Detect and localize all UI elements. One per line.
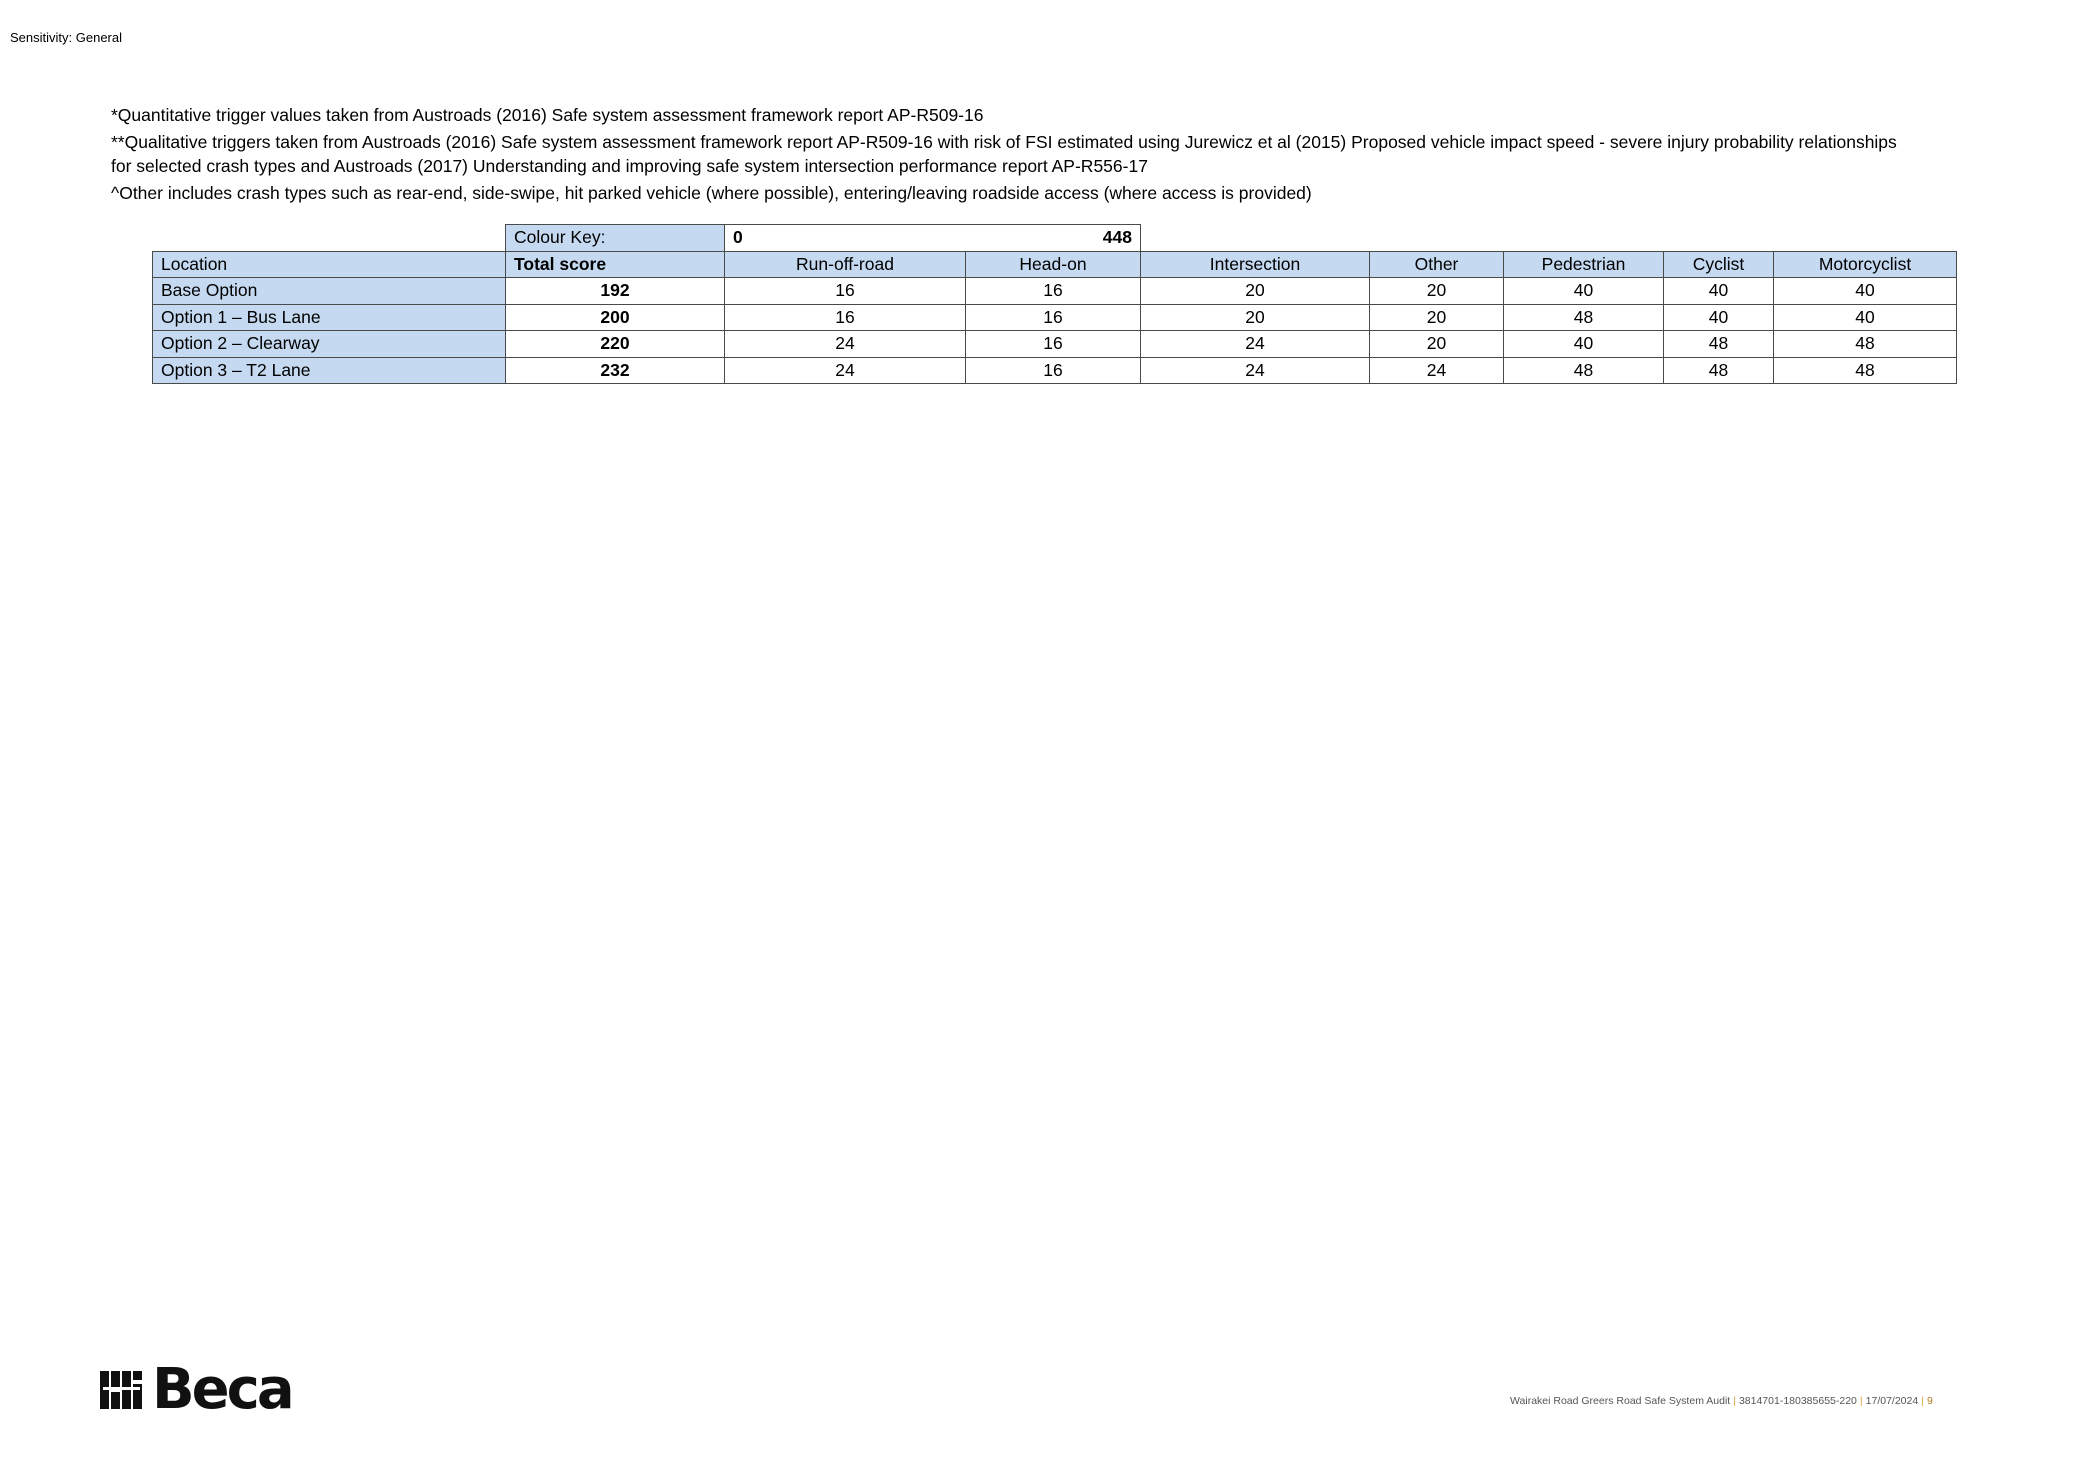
row-other: 24 bbox=[1370, 357, 1504, 384]
table-row bbox=[153, 278, 1957, 305]
row-location: Option 2 – Clearway bbox=[153, 331, 506, 358]
footer-date: 17/07/2024 bbox=[1865, 1395, 1919, 1407]
beca-wordmark: Beca bbox=[152, 1357, 292, 1422]
row-cyclist: 48 bbox=[1664, 357, 1774, 384]
table-row bbox=[153, 357, 1957, 384]
row-intersection: 20 bbox=[1141, 278, 1370, 305]
row-total-score: 192 bbox=[506, 278, 725, 305]
header-other: Other bbox=[1370, 251, 1504, 278]
row-intersection: 20 bbox=[1141, 304, 1370, 331]
header-head-on: Head-on bbox=[966, 251, 1141, 278]
footnote-quantitative: *Quantitative trigger values taken from Austroads (2016) Safe system assessment framework report AP-R509-16 bbox=[111, 105, 984, 125]
row-other: 20 bbox=[1370, 331, 1504, 358]
footer-separator: | bbox=[1733, 1395, 1736, 1407]
row-cyclist: 40 bbox=[1664, 304, 1774, 331]
row-motorcyclist: 40 bbox=[1774, 304, 1957, 331]
row-location: Option 1 – Bus Lane bbox=[153, 304, 506, 331]
row-pedestrian: 48 bbox=[1504, 357, 1664, 384]
beca-mark-icon bbox=[100, 1367, 146, 1413]
colour-key-scale bbox=[725, 225, 1141, 252]
row-cyclist: 48 bbox=[1664, 331, 1774, 358]
header-row bbox=[153, 251, 1957, 278]
beca-logo bbox=[100, 1357, 292, 1422]
footer-separator: | bbox=[1921, 1395, 1924, 1407]
colour-key-row bbox=[153, 225, 1957, 252]
footer-page-number: 9 bbox=[1926, 1395, 1933, 1407]
header-intersection: Intersection bbox=[1141, 251, 1370, 278]
score-table bbox=[152, 224, 1957, 384]
row-motorcyclist: 48 bbox=[1774, 357, 1957, 384]
row-intersection: 24 bbox=[1141, 331, 1370, 358]
page-footer bbox=[1510, 1395, 1933, 1407]
header-cyclist: Cyclist bbox=[1664, 251, 1774, 278]
row-total-score: 232 bbox=[506, 357, 725, 384]
header-pedestrian: Pedestrian bbox=[1504, 251, 1664, 278]
header-location: Location bbox=[153, 251, 506, 278]
row-total-score: 220 bbox=[506, 331, 725, 358]
footer-ref: 3814701-180385655-220 bbox=[1738, 1395, 1857, 1407]
row-location: Base Option bbox=[153, 278, 506, 305]
row-pedestrian: 48 bbox=[1504, 304, 1664, 331]
footnote-other: ^Other includes crash types such as rear-end, side-swipe, hit parked vehicle (where possible), entering/leaving roadside access (where access is provided) bbox=[111, 183, 1312, 203]
colour-key-label: Colour Key: bbox=[506, 225, 725, 252]
row-motorcyclist: 40 bbox=[1774, 278, 1957, 305]
row-head-on: 16 bbox=[966, 278, 1141, 305]
table-row bbox=[153, 304, 1957, 331]
row-location: Option 3 – T2 Lane bbox=[153, 357, 506, 384]
footer-separator: | bbox=[1859, 1395, 1863, 1407]
row-total-score: 200 bbox=[506, 304, 725, 331]
row-other: 20 bbox=[1370, 304, 1504, 331]
footnote-qualitative: **Qualitative triggers taken from Austroads (2016) Safe system assessment framework report AP-R509-16 with risk of FSI estimated using Jurewicz et al (2015) Proposed vehicle impact speed - severe injury probability relationships bbox=[111, 132, 1897, 152]
footnotes bbox=[111, 103, 2011, 205]
row-head-on: 16 bbox=[966, 304, 1141, 331]
row-head-on: 16 bbox=[966, 357, 1141, 384]
header-motorcyclist: Motorcyclist bbox=[1774, 251, 1957, 278]
colour-key-max: 448 bbox=[1102, 227, 1132, 248]
row-run-off-road: 24 bbox=[725, 357, 966, 384]
row-pedestrian: 40 bbox=[1504, 278, 1664, 305]
table-row bbox=[153, 331, 1957, 358]
row-run-off-road: 16 bbox=[725, 278, 966, 305]
row-head-on: 16 bbox=[966, 331, 1141, 358]
row-run-off-road: 16 bbox=[725, 304, 966, 331]
colour-key-min: 0 bbox=[733, 227, 743, 248]
row-pedestrian: 40 bbox=[1504, 331, 1664, 358]
header-run-off-road: Run-off-road bbox=[725, 251, 966, 278]
row-run-off-road: 24 bbox=[725, 331, 966, 358]
row-cyclist: 40 bbox=[1664, 278, 1774, 305]
header-total-score: Total score bbox=[506, 251, 725, 278]
footnote-qualitative-cont: for selected crash types and Austroads (2017) Understanding and improving safe system intersection performance report AP-R556-17 bbox=[111, 156, 1148, 176]
footer-title: Wairakei Road Greers Road Safe System Audit bbox=[1510, 1395, 1731, 1407]
row-intersection: 24 bbox=[1141, 357, 1370, 384]
row-motorcyclist: 48 bbox=[1774, 331, 1957, 358]
sensitivity-label: Sensitivity: General bbox=[10, 30, 122, 45]
row-other: 20 bbox=[1370, 278, 1504, 305]
